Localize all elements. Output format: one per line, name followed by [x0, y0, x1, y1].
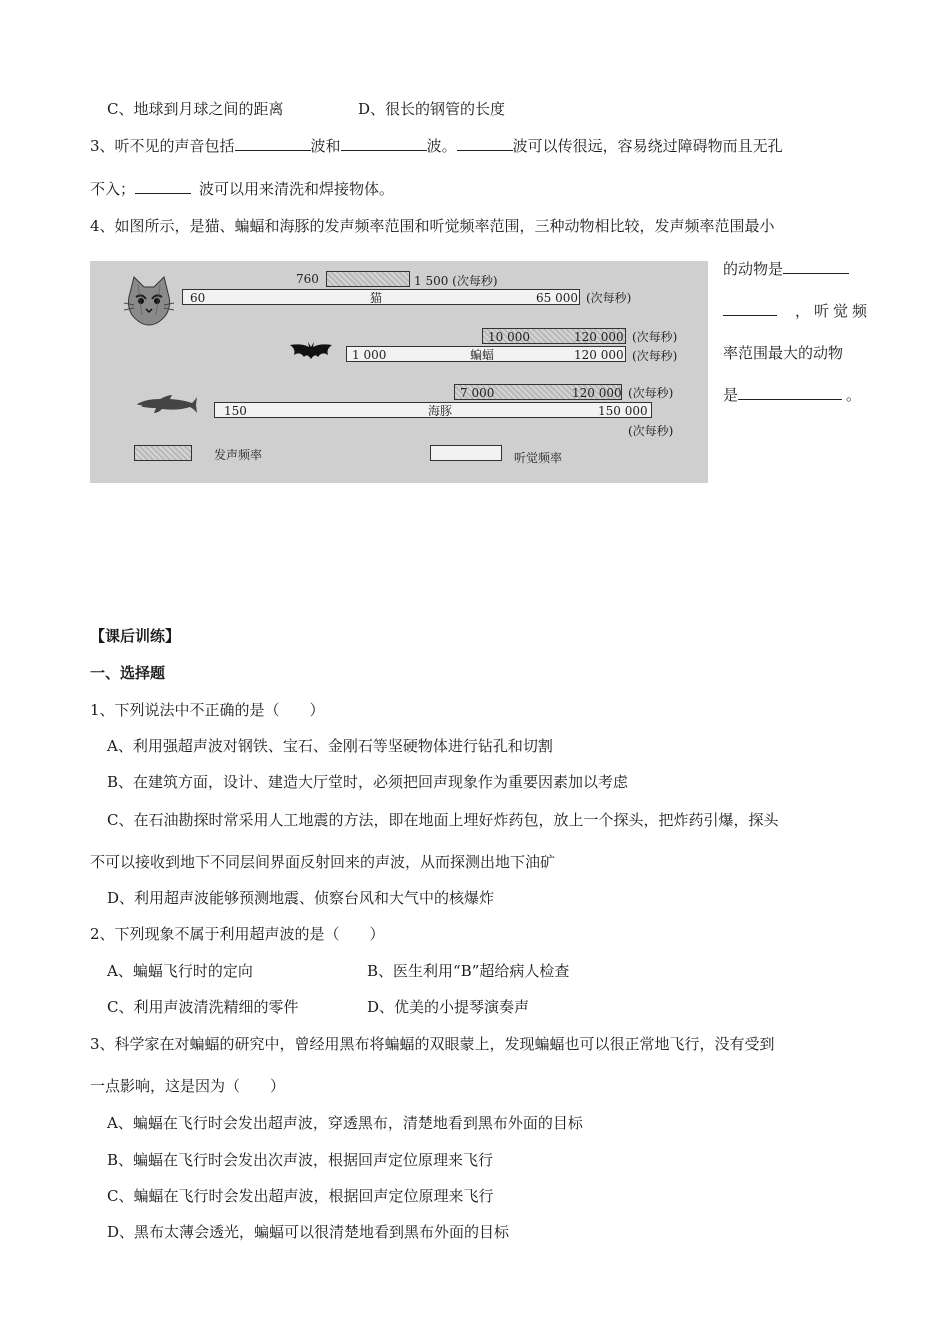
cat-hear-low-label: 60: [190, 291, 206, 305]
question-3: [90, 136, 783, 156]
frequency-range-figure: [90, 261, 708, 483]
q3-text-6: 波可以用来清洗和焊接物体。: [199, 180, 395, 198]
q3-blank-4[interactable]: [135, 179, 191, 194]
bat-emit-high-label: 120 000: [574, 330, 624, 344]
cat-name-label: 猫: [370, 291, 383, 305]
bat-emit-unit-label: (次每秒): [632, 330, 678, 344]
legend-emit-swatch: [134, 445, 192, 461]
question-3-stem-cont: 一点影响，这是因为（ ）: [90, 1077, 286, 1095]
q4-side-line-4: [723, 385, 861, 405]
cat-hear-high-label: 65 000: [536, 291, 578, 305]
q3-option-a: A、蝙蝠在飞行时会发出超声波，穿透黑布，清楚地看到黑布外面的目标: [107, 1114, 583, 1132]
dolphin-hear-low-label: 150: [224, 404, 247, 418]
q3-text-2: 波和: [310, 137, 341, 155]
q3-option-c: C、蝙蝠在飞行时会发出超声波，根据回声定位原理来飞行: [107, 1187, 494, 1205]
cat-icon: [122, 275, 176, 327]
q3-blank-1[interactable]: [235, 136, 311, 151]
q4-blank-1-cont[interactable]: [723, 301, 777, 316]
legend-hear-swatch: [430, 445, 502, 461]
q2-option-c: C、利用声波清洗精细的零件: [107, 998, 299, 1016]
q1-option-c: C、在石油勘探时常采用人工地震的方法，即在地面上埋好炸药包，放上一个探头，把炸药引爆，探头: [107, 811, 779, 829]
option-c-distance-earth-moon: C、地球到月球之间的距离: [107, 100, 284, 118]
question-2-stem: 2、下列现象不属于利用超声波的是（ ）: [90, 925, 385, 943]
dolphin-hear-high-label: 150 000: [598, 404, 648, 418]
bat-icon: [288, 339, 334, 363]
legend-emit-label: 发声频率: [214, 448, 263, 462]
cat-unit-label: (次每秒): [586, 291, 632, 305]
section-part-title: 一、选择题: [90, 664, 166, 682]
q3-blank-3[interactable]: [457, 136, 513, 151]
option-d-steel-pipe: D、很长的钢管的长度: [358, 100, 506, 118]
cat-emit-high-label: 1 500 (次每秒): [414, 274, 498, 288]
question-4: 4、如图所示，是猫、蝙蝠和海豚的发声频率范围和听觉频率范围，三种动物相比较，发声频率范围最小: [90, 217, 775, 235]
q4-side-text-4: 是: [723, 386, 739, 404]
bat-hear-unit-label: (次每秒): [632, 349, 678, 363]
question-3-stem: 3、科学家在对蝙蝠的研究中，曾经用黑布将蝙蝠的双眼蒙上，发现蝙蝠也可以很正常地飞行，没有受到: [90, 1035, 775, 1053]
dolphin-emit-high-label: 120 000: [572, 386, 622, 400]
bat-hear-low-label: 1 000: [352, 348, 387, 362]
dolphin-name-label: 海豚: [428, 404, 453, 418]
q1-option-b: B、在建筑方面，设计、建造大厅堂时，必须把回声现象作为重要因素加以考虑: [107, 773, 629, 791]
q2-option-b: B、医生利用“B”超给病人检查: [367, 962, 570, 980]
q3-option-b: B、蝙蝠在飞行时会发出次声波，根据回声定位原理来飞行: [107, 1151, 494, 1169]
q3-text-4: 波可以传很远，容易绕过障碍物而且无孔: [512, 137, 783, 155]
dolphin-emit-unit-label: (次每秒): [628, 386, 674, 400]
q4-side-line-2: [723, 301, 871, 321]
q4-blank-1[interactable]: [783, 259, 849, 274]
question-3-line-2: [90, 179, 394, 199]
q3-text-3: 波。: [426, 137, 457, 155]
q4-side-text-1: 的动物是: [723, 260, 784, 278]
q2-option-a: A、蝙蝠飞行时的定向: [107, 962, 253, 980]
q2-option-d: D、优美的小提琴演奏声: [367, 998, 530, 1016]
cat-emit-low-label: 760: [296, 272, 319, 286]
bat-emit-low-label: 10 000: [488, 330, 530, 344]
section-title: 【课后训练】: [90, 627, 181, 645]
q4-side-text-2: ，听觉频: [795, 302, 872, 320]
q3-blank-2[interactable]: [341, 136, 427, 151]
bat-hear-high-label: 120 000: [574, 348, 624, 362]
bat-name-label: 蝙蝠: [470, 348, 495, 362]
q3-option-d: D、黑布太薄会透光，蝙蝠可以很清楚地看到黑布外面的目标: [107, 1223, 510, 1241]
q4-side-text-5: 。: [846, 386, 862, 404]
q4-blank-2[interactable]: [738, 385, 842, 400]
dolphin-hear-unit-label: (次每秒): [628, 424, 674, 438]
q1-option-d: D、利用超声波能够预测地震、侦察台风和大气中的核爆炸: [107, 889, 495, 907]
q3-text-1: 3、听不见的声音包括: [90, 137, 235, 155]
q4-side-line-3: 率范围最大的动物: [723, 344, 844, 362]
legend-hear-label: 听觉频率: [514, 451, 563, 465]
cat-emit-range-bar: [326, 271, 410, 287]
q4-side-line-1: [723, 259, 849, 279]
dolphin-icon: [134, 393, 198, 415]
q1-option-a: A、利用强超声波对钢铁、宝石、金刚石等坚硬物体进行钻孔和切割: [107, 737, 553, 755]
q3-text-5: 不入；: [90, 180, 136, 198]
question-1-stem: 1、下列说法中不正确的是（ ）: [90, 701, 325, 719]
dolphin-emit-low-label: 7 000: [460, 386, 495, 400]
q1-option-c-cont: 不可以接收到地下不同层间界面反射回来的声波，从而探测出地下油矿: [90, 853, 556, 871]
